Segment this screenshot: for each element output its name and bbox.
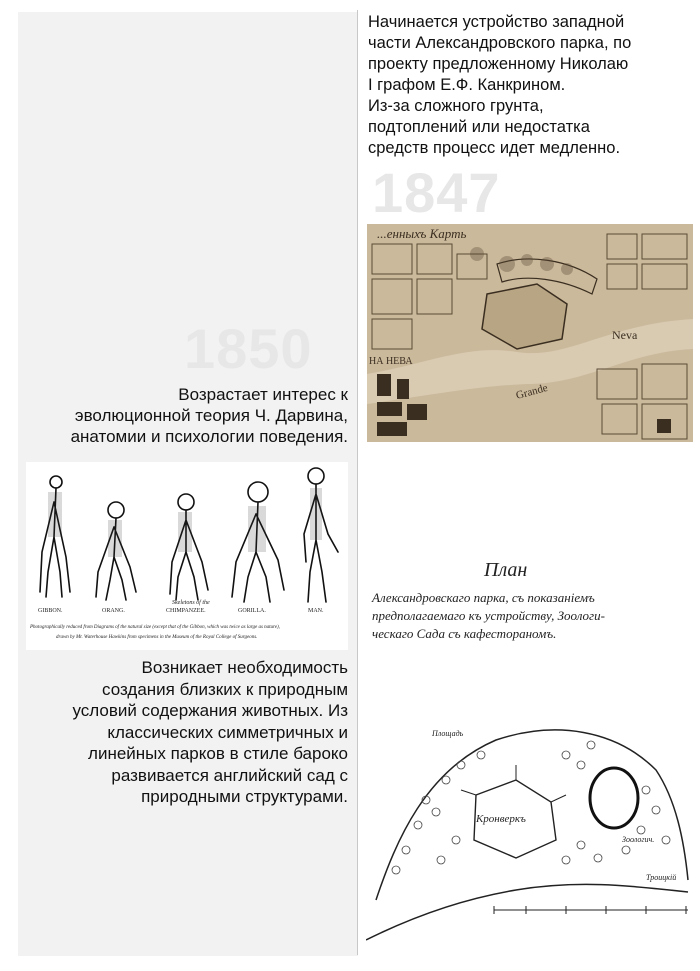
label-chimpanzee: CHIMPANZEE.	[166, 608, 206, 614]
map-1847-image	[367, 224, 693, 442]
plan-title: План	[484, 559, 528, 581]
label-gorilla: GORILLA.	[238, 608, 266, 614]
skeleton-caption-1: Photographically reduced from Diagrams of the natural size (except that of the Gibbon, which was twice as large as nature),	[30, 625, 280, 630]
text-natural-conditions: Возникает необходимость создания близких к природным условий содержания животных. Из классических симметричных и линейных парков в стиле бароко развивается английский сад с природными структурами.	[72, 658, 348, 806]
plan-label-right-1: Зоологич.	[622, 835, 655, 844]
label-man: MAN.	[308, 608, 324, 614]
year-1850: 1850	[184, 317, 313, 380]
plan-label-fortress: Кронверкъ	[476, 813, 526, 825]
alexander-park-plan-image	[366, 540, 694, 958]
plan-line-2: предполагаемаго къ устройству, Зоологи-	[372, 608, 605, 623]
plan-label-right-2: Троицкій	[646, 873, 677, 882]
label-skeletons-header: Skeletons of the	[172, 600, 210, 606]
primate-skeletons-image	[26, 462, 348, 650]
year-1847: 1847	[372, 161, 501, 224]
map-label-left: НА НЕВА	[369, 356, 413, 367]
plan-line-3: ческаго Сада съ кафестораномъ.	[372, 626, 557, 641]
skeleton-caption-2: drawn by Mr. Waterhouse Hawkins from specimens in the Museum of the Royal College of Surgeons.	[56, 635, 258, 640]
label-orang: ORANG.	[102, 608, 125, 614]
plan-label-top: Площадь	[432, 729, 464, 738]
map-label-top: ...енныхъ Карть	[377, 226, 467, 241]
map-label-grande: Grande	[514, 381, 550, 402]
text-1847-description: Начинается устройство западной части Александровского парка, по проекту предложенному Николаю I графом Е.Ф. Канкрином. Из-за сложного грунта, подтоплений или недостатка средств процесс идет медленно.	[368, 13, 632, 157]
text-darwin-interest: Возрастает интерес к эволюционной теория Ч. Дарвина, анатомии и психологии поведения.	[70, 385, 348, 446]
label-gibbon: GIBBON.	[38, 608, 63, 614]
map-label-river: Neva	[612, 328, 638, 342]
plan-line-1: Александровскаго парка, съ показаніемъ	[372, 590, 595, 605]
